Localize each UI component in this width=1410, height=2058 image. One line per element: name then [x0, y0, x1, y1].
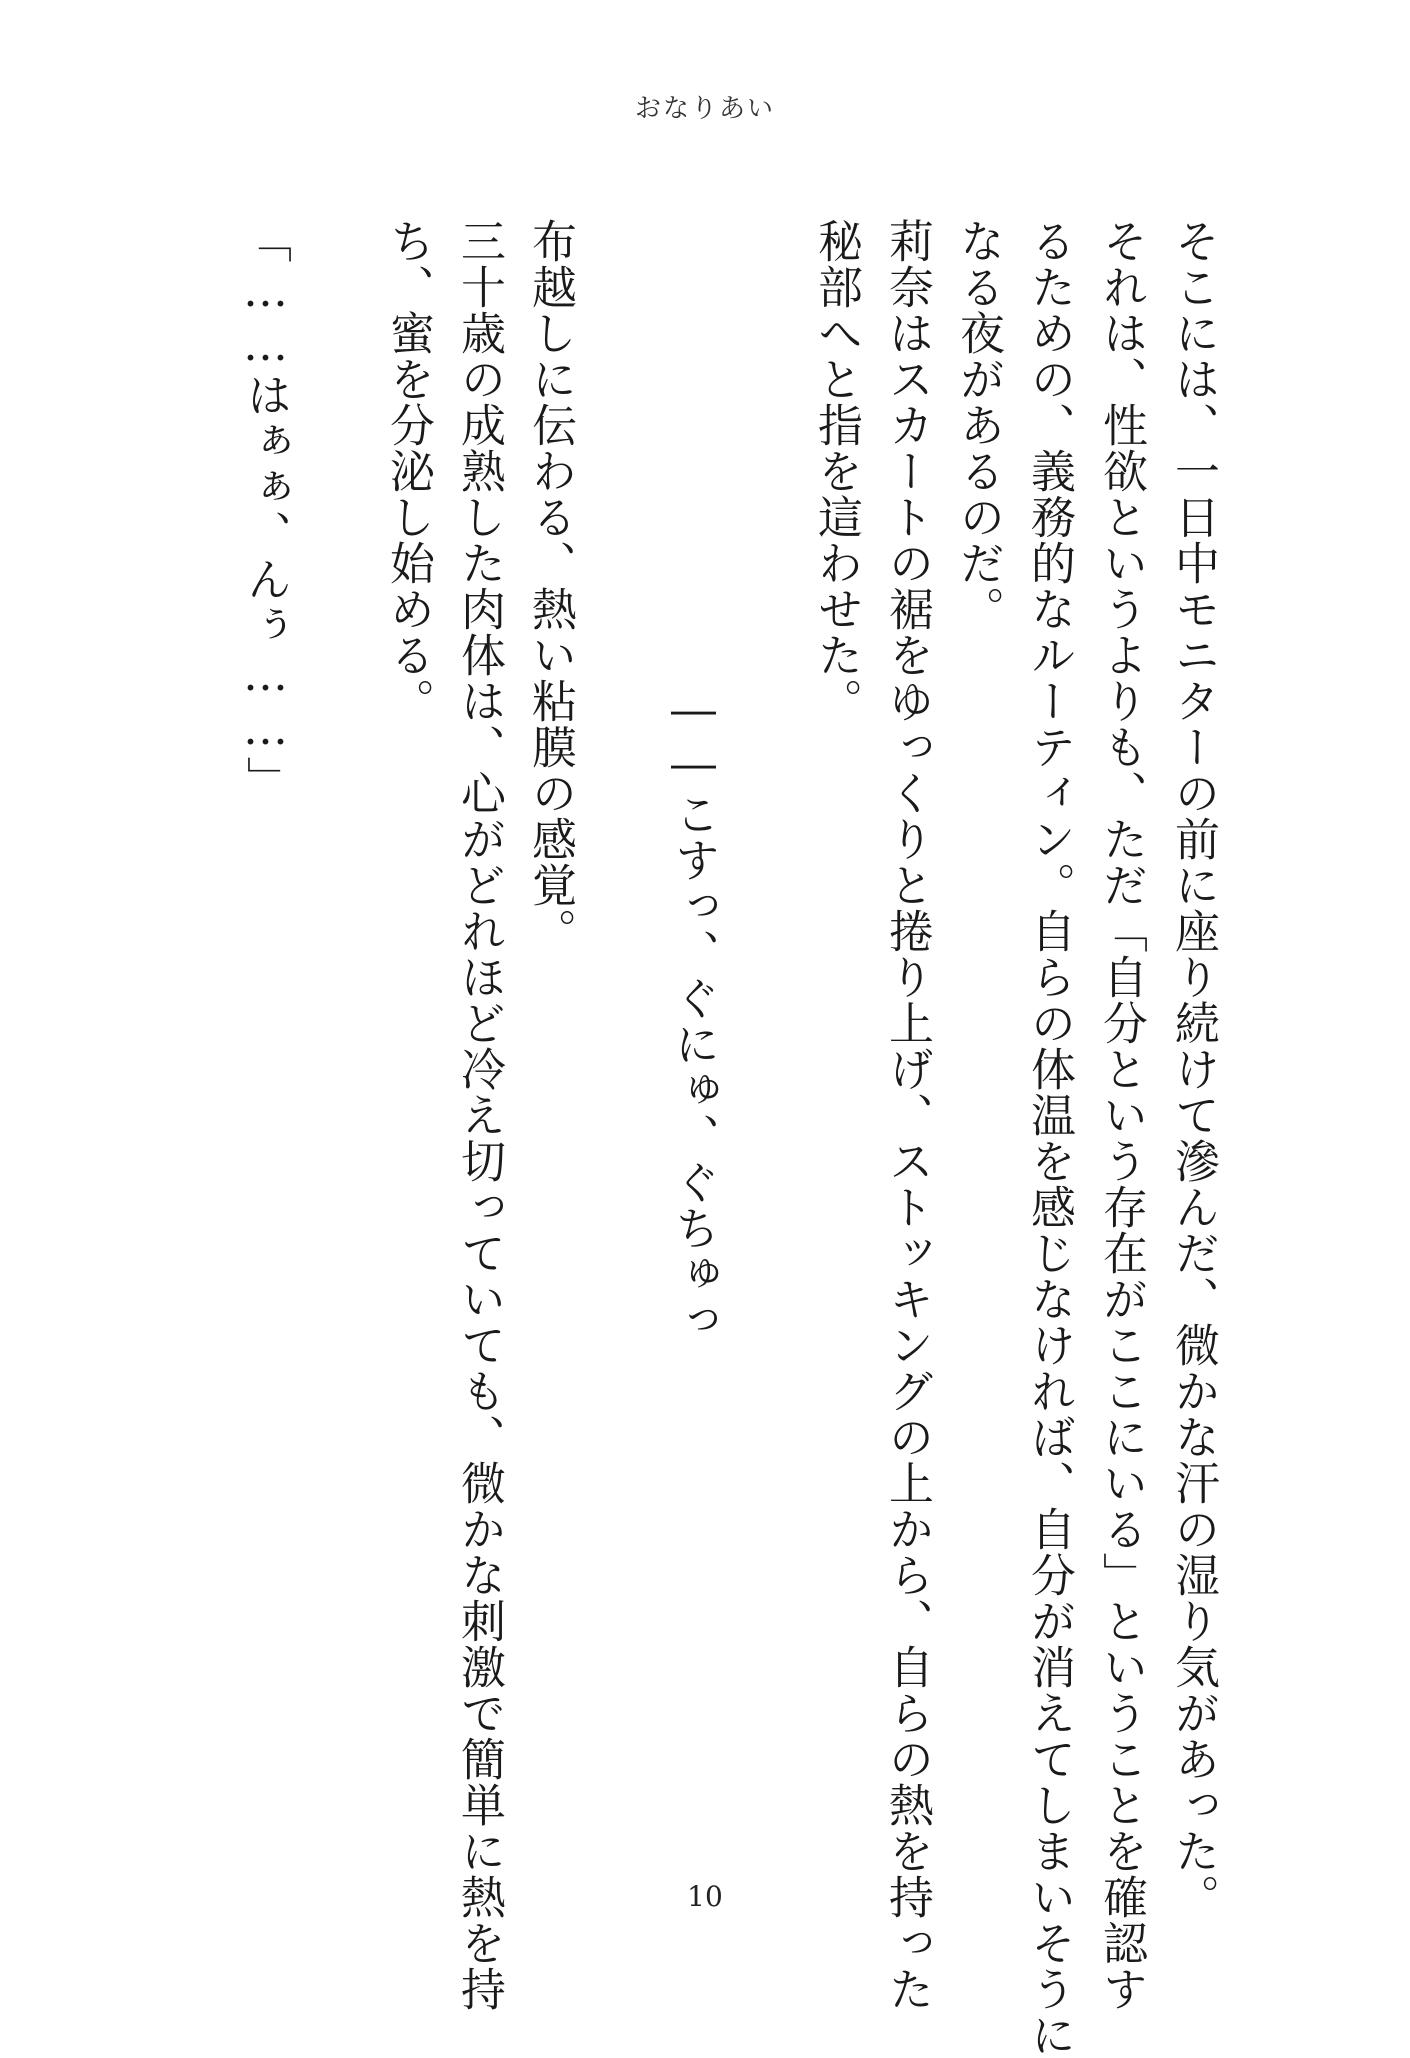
- text-line: 布越しに伝わる、熱い粘膜の感覚。: [524, 218, 577, 954]
- text-line: そこには、一日中モニターの前に座り続けて滲んだ、微かな汗の湿り気があった。: [1167, 218, 1220, 1920]
- text-line: 三十歳の成熟した肉体は、心がどれほど冷え切っていても、微かな刺激で簡単に熱を持: [453, 218, 506, 2012]
- page-number: 10: [687, 1880, 723, 1913]
- onomatopoeia-line: ――こすっ、ぐにゅ、ぐちゅっ: [667, 683, 720, 1343]
- dialogue-line: 「……はぁぁ、んぅ……」: [239, 218, 292, 802]
- text-line: ち、蜜を分泌し始める。: [382, 218, 435, 724]
- running-head: おなりあい: [634, 94, 775, 124]
- text-line: るための、義務的なルーティン。自らの体温を感じなければ、自分が消えてしまいそうに: [1023, 218, 1076, 2058]
- text-line: 莉奈はスカートの裾をゆっくりと捲り上げ、ストッキングの上から、自らの熱を持った: [881, 218, 934, 2012]
- text-line: それは、性欲というよりも、ただ「自分という存在がここにいる」ということを確認す: [1095, 218, 1148, 2012]
- text-line: なる夜があるのだ。: [952, 218, 1005, 632]
- text-line: 秘部へと指を這わせた。: [810, 218, 863, 724]
